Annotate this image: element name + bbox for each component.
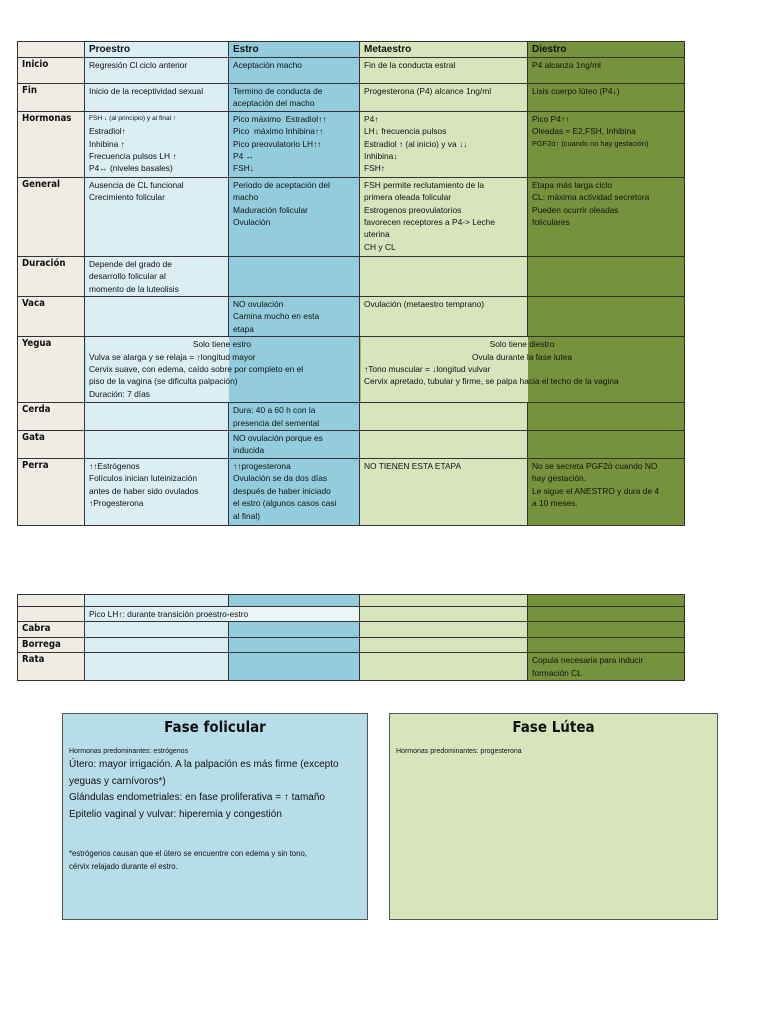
text-line: cérvix relajado durante el estro. — [69, 862, 178, 871]
text-line: Cervix suave, con edema, caído sobre por completo en el — [89, 364, 304, 375]
row-vaca — [18, 297, 685, 337]
cell-metaestro: NO TIENEN ESTA ETAPA — [360, 458, 528, 525]
text-line: el estro (algunos casos casi — [233, 498, 337, 509]
row-cabra — [18, 622, 685, 637]
cell-empty — [85, 653, 229, 681]
cell-yegua-proestro-estro — [85, 337, 360, 403]
row-label: Gata — [18, 431, 85, 459]
cell-proestro: Regresión Cl ciclo anterior — [85, 58, 229, 84]
cell-proestro — [85, 297, 229, 337]
row-label: Vaca — [18, 297, 85, 337]
cell-estro — [229, 297, 360, 337]
cell-empty — [528, 595, 685, 607]
header-empty — [18, 42, 85, 58]
row-yegua — [18, 337, 685, 403]
text-line: Inhibina↓ — [364, 151, 398, 162]
row-cerda — [18, 403, 685, 431]
header-row — [18, 42, 685, 58]
text-line: FSH permite reclutamiento de la — [364, 179, 485, 190]
cell-diestro — [528, 403, 685, 431]
cell-metaestro — [360, 256, 528, 296]
text-line: yeguas y carnívoros*) — [69, 775, 166, 787]
cell-empty — [229, 653, 360, 681]
text-line: Estrogenos preovulatorios — [364, 204, 462, 215]
text-line: PGF2ά↑ (cuando no hay gestación) — [532, 138, 649, 148]
row-label: Rata — [18, 653, 85, 681]
cell-proestro — [85, 111, 229, 177]
fase-folicular-lines — [69, 757, 361, 823]
text-line: al final) — [233, 510, 260, 521]
header-estro: Estro — [229, 42, 360, 58]
cell-proestro — [85, 458, 229, 525]
row-borrega — [18, 637, 685, 652]
text-line: CL: máxima actividad secretora — [532, 192, 650, 203]
cell-estro: Aceptación macho — [229, 58, 360, 84]
cell-metaestro — [360, 111, 528, 177]
cell-yegua-metaestro-diestro — [360, 337, 685, 403]
text-line: P4↑ — [364, 113, 379, 124]
cell-estro — [229, 256, 360, 296]
row-fin — [18, 84, 685, 112]
fase-lutea-title: Fase Lútea — [512, 718, 595, 736]
text-line: ↑Tono muscular = ↓longitud vulvar — [364, 364, 491, 375]
text-line: Glándulas endometriales: en fase proliferativa = ↑ tamaño — [69, 792, 325, 803]
row-perra — [18, 458, 685, 525]
cell-estro — [229, 431, 360, 459]
fase-lutea-box — [389, 713, 718, 920]
row-pico-lh — [18, 607, 685, 622]
cell-metaestro — [360, 431, 528, 459]
text-line: Pico P4↑↑ — [532, 113, 570, 124]
text-line: ↑↑Estrógenos — [89, 460, 140, 471]
text-line: momento de la luteolisis — [89, 283, 179, 294]
text-line: antes de haber sido ovulados — [89, 485, 199, 496]
row-label: Inicio — [18, 58, 85, 84]
text-line: Vulva se alarga y se relaja = ↑longitud mayor — [89, 351, 256, 362]
cell-empty — [18, 607, 85, 622]
row-label: Borrega — [18, 637, 85, 652]
cell-estro — [229, 111, 360, 177]
row-general — [18, 177, 685, 256]
text-line: desarrollo folicular al — [89, 271, 166, 282]
fase-folicular-hormonas: Hormonas predominantes: estrógenos — [69, 748, 189, 755]
cell-estro — [229, 177, 360, 256]
text-line: formación CL — [532, 667, 582, 678]
cell-proestro — [85, 403, 229, 431]
text-line: piso de la vagina (se dificulta palpación) — [89, 376, 238, 387]
text-line: Cervix apretado, tubular y firme, se palpa hacia el techo de la vagina — [364, 376, 619, 387]
cell-diestro — [528, 177, 685, 256]
text-line: Folículos inician luteinización — [89, 473, 197, 484]
text-line: Estradiol ↑ (al inicio) y va ↓↓ — [364, 138, 468, 149]
row-gata — [18, 431, 685, 459]
text-line: Solo tiene estro — [192, 339, 252, 350]
text-line: Le sigue el ANESTRO y dura de 4 — [532, 485, 660, 496]
text-line: Ovula durante la fase lutea — [471, 351, 573, 362]
cell-empty — [360, 637, 528, 652]
text-line: Etapa más larga ciclo — [532, 179, 613, 190]
text-line: después de haber iniciado — [233, 485, 331, 496]
text-line: favorecen receptores a P4-> Leche — [364, 217, 496, 228]
empty-row — [18, 595, 685, 607]
cell-proestro — [85, 431, 229, 459]
text-line: hay gestación. — [532, 473, 587, 484]
cell-metaestro: Progesterona (P4) alcance 1ng/ml — [360, 84, 528, 112]
row-rata — [18, 653, 685, 681]
text-line: Inhibina ↑ — [89, 138, 125, 149]
text-line: Termino de conducta de — [233, 86, 323, 96]
cell-empty — [360, 622, 528, 637]
text-line: Crecimiento folicular — [89, 192, 165, 203]
header-metaestro: Metaestro — [360, 42, 528, 58]
text-line: aceptación del macho — [233, 98, 315, 109]
species-table — [17, 594, 685, 681]
fase-folicular-title: Fase folicular — [164, 718, 266, 736]
cell-estro — [229, 458, 360, 525]
text-line: Periodo de aceptación del — [233, 179, 330, 190]
text-line: Maduración folicular — [233, 204, 308, 215]
text-line: macho — [233, 192, 259, 203]
text-line: Útero: mayor irrigación. A la palpación es más firme (excepto — [69, 759, 339, 770]
text-line: Ovulación — [233, 217, 271, 228]
text-line: LH↓ frecuencia pulsos — [364, 126, 447, 137]
text-line: Ausencia de CL funcional — [89, 179, 184, 190]
cell-estro — [229, 84, 360, 112]
cell-diestro — [528, 111, 685, 177]
text-line: No se secreta PGF2ά cuando NO — [532, 460, 658, 471]
cell-empty — [528, 607, 685, 622]
text-line: Pueden ocurrir oleadas — [532, 204, 619, 215]
cell-diestro: Lisis cuerpo lúteo (P4↓) — [528, 84, 685, 112]
row-label: Duración — [18, 256, 85, 296]
text-line: Solo tiene diestro — [489, 339, 555, 350]
text-line: P4↔ (niveles basales) — [89, 163, 173, 174]
text-line: ↑Progesterona — [89, 498, 144, 509]
text-line: etapa — [233, 323, 254, 334]
cell-metaestro — [360, 177, 528, 256]
text-line: Epitelio vaginal y vulvar: hiperemia y congestión — [69, 808, 282, 820]
header-diestro: Diestro — [528, 42, 685, 58]
cell-estro — [229, 403, 360, 431]
cell-proestro — [85, 256, 229, 296]
cell-diestro — [528, 458, 685, 525]
text-line: Estradiol↑ — [89, 126, 126, 137]
text-line: foliculares — [532, 217, 570, 228]
cell-metaestro: Ovulación (metaestro temprano) — [360, 297, 528, 337]
row-label: Fin — [18, 84, 85, 112]
cell-empty — [229, 595, 360, 607]
cell-empty — [528, 622, 685, 637]
text-line: Pico máximo Estradiol↑↑ — [233, 113, 327, 124]
cell-metaestro — [360, 403, 528, 431]
text-line: P4 ↔ — [233, 151, 254, 162]
text-line: FSH ↓ (al principio) y al final ↑ — [89, 114, 177, 122]
text-line: ↑↑progesterona — [233, 460, 291, 471]
cell-empty — [85, 595, 229, 607]
text-line: Pico preovulatorio LH↑↑ — [233, 138, 322, 149]
cell-empty — [360, 607, 528, 622]
fase-folicular-note — [69, 847, 361, 873]
cell-metaestro: Fin de la conducta estral — [360, 58, 528, 84]
text-line: Dura: 40 a 60 h con la — [233, 405, 316, 416]
estral-cycle-table — [17, 41, 685, 526]
row-label: Perra — [18, 458, 85, 525]
row-label: Yegua — [18, 337, 85, 403]
cell-empty — [528, 637, 685, 652]
text-line: Camina mucho en esta — [233, 311, 320, 322]
text-line: a 10 meses. — [532, 498, 578, 509]
text-line: Copula necesaria para inducir — [532, 655, 644, 666]
cell-diestro: P4 alcanza 1ng/ml — [528, 58, 685, 84]
text-line: Duración: 7 días — [89, 388, 150, 399]
cell-proestro: Inicio de la receptividad sexual — [85, 84, 229, 112]
row-label: General — [18, 177, 85, 256]
text-line: Oleadas ≈ E2,FSH, Inhibina — [532, 126, 636, 137]
text-line: Frecuencia pulsos LH ↑ — [89, 151, 177, 162]
text-line: NO ovulación — [233, 299, 284, 310]
cell-diestro — [528, 653, 685, 681]
cell-empty — [85, 622, 229, 637]
row-inicio — [18, 58, 685, 84]
row-hormonas — [18, 111, 685, 177]
text-line: uterina — [364, 229, 390, 240]
row-label: Cerda — [18, 403, 85, 431]
cell-diestro — [528, 256, 685, 296]
cell-empty — [229, 622, 360, 637]
text-line: CH y CL — [364, 241, 396, 252]
text-line: FSH↑ — [364, 163, 385, 174]
row-label: Hormonas — [18, 111, 85, 177]
fase-folicular-box — [62, 713, 368, 920]
cell-diestro — [528, 297, 685, 337]
text-line: Ovulación se da dos días — [233, 473, 328, 484]
cell-pico-lh: Pico LH↑: durante transición proestro-estro — [85, 607, 360, 622]
cell-empty — [18, 595, 85, 607]
text-line: primera oleada folicular — [364, 192, 452, 203]
text-line: NO ovulación porque es — [233, 433, 323, 444]
text-line: Pico máximo Inhibina↑↑ — [233, 126, 324, 137]
cell-empty — [360, 653, 528, 681]
cell-empty — [85, 637, 229, 652]
cell-diestro — [528, 431, 685, 459]
row-duracion — [18, 256, 685, 296]
fase-lutea-hormonas: Hormonas predominantes: progesterona — [396, 748, 522, 755]
text-line: Depende del grado de — [89, 258, 172, 269]
cell-empty — [360, 595, 528, 607]
cell-proestro — [85, 177, 229, 256]
text-line: inducida — [233, 445, 265, 456]
header-proestro: Proestro — [85, 42, 229, 58]
text-line: FSH↓ — [233, 163, 254, 174]
cell-empty — [229, 637, 360, 652]
row-label: Cabra — [18, 622, 85, 637]
text-line: presencia del semental — [233, 417, 320, 428]
text-line: *estrógenos causan que el útero se encuentre con edema y sin tono, — [69, 849, 307, 858]
